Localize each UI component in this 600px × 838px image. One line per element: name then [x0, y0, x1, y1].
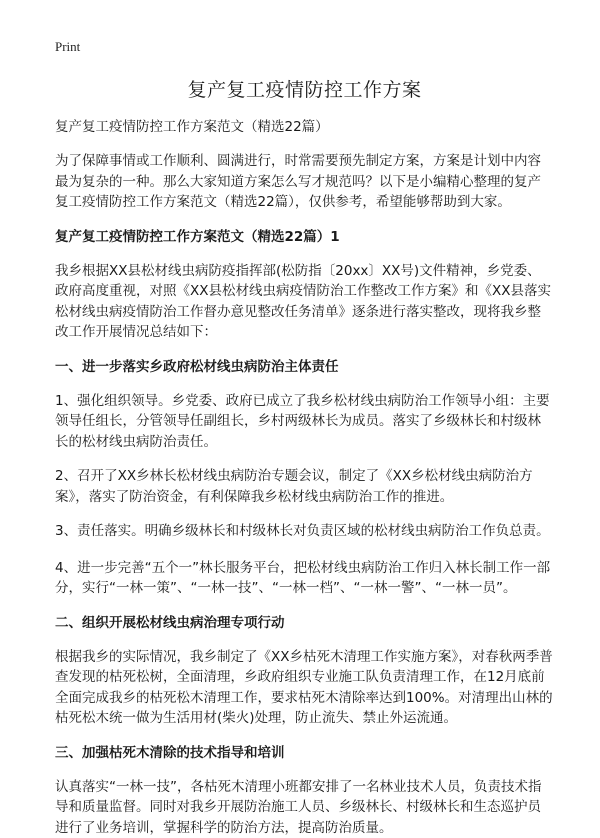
article-heading: 复产复工疫情防控工作方案范文（精选22篇）1 — [55, 227, 554, 247]
section1-item-1: 1、强化组织领导。乡党委、政府已成立了我乡松材线虫病防治工作领导小组：主要领导任组长，分管领导任副组长，乡村两级林长为成员。落实了乡级林长和村级林长的松材线虫病防治责任。 — [55, 391, 554, 453]
section2-paragraph: 根据我乡的实际情况，我乡制定了《XX乡枯死木清理工作实施方案》，对春秋两季普查发现的枯死松树，全面清理，乡政府组织专业施工队负责清理工作，在12月底前全面完成我乡的枯死松木清理工作，要求枯死木清除率达到100%。对清理出山林的枯死松木统一做为生活用材(柴火)处理，防止流失、禁止外运流通。 — [55, 647, 554, 729]
section1-item-4: 4、进一步完善“五个一”林长服务平台，把松材线虫病防治工作归入林长制工作一部分，实行“一林一策”、“一林一技”、“一林一档”、“一林一警”、“一林一员”。 — [55, 558, 554, 599]
section2-heading: 二、组织开展松材线虫病治理专项行动 — [55, 613, 554, 633]
article-intro-paragraph: 我乡根据XX县松材线虫病防疫指挥部(松防指〔20xx〕XX号)文件精神，乡党委、政府高度重视，对照《XX县松材线虫病疫情防治工作整改工作方案》和《XX县落实松材线虫病疫情防治工作督办意见整改任务清单》逐条进行落实整改，现将我乡整改工作开展情况总结如下： — [55, 261, 554, 343]
print-link[interactable]: Print — [55, 39, 80, 55]
section1-item-2: 2、召开了XX乡林长松材线虫病防治专题会议，制定了《XX乡松材线虫病防治方案》，落实了防治资金，有利保障我乡松材线虫病防治工作的推进。 — [55, 466, 554, 507]
section1-item-3: 3、责任落实。明确乡级林长和村级林长对负责区域的松材线虫病防治工作负总责。 — [55, 521, 554, 542]
section3-paragraph: 认真落实“一林一技”，各枯死木清理小班都安排了一名林业技术人员，负责技术指导和质量监督。同时对我乡开展防治施工人员、乡级林长、村级林长和生态巡护员进行了业务培训，掌握科学的防治方法，提高防治质量。 — [55, 777, 554, 838]
document-subtitle: 复产复工疫情防控工作方案范文（精选22篇） — [55, 117, 554, 137]
section1-heading: 一、进一步落实乡政府松材线虫病防治主体责任 — [55, 357, 554, 377]
document-title: 复产复工疫情防控工作方案 — [55, 77, 554, 103]
intro-paragraph: 为了保障事情或工作顺利、圆满进行，时常需要预先制定方案，方案是计划中内容最为复杂的一种。那么大家知道方案怎么写才规范吗？以下是小编精心整理的复产复工疫情防控工作方案范文（精选22篇），仅供参考，希望能够帮助到大家。 — [55, 151, 554, 213]
section3-heading: 三、加强枯死木清除的技术指导和培训 — [55, 743, 554, 763]
